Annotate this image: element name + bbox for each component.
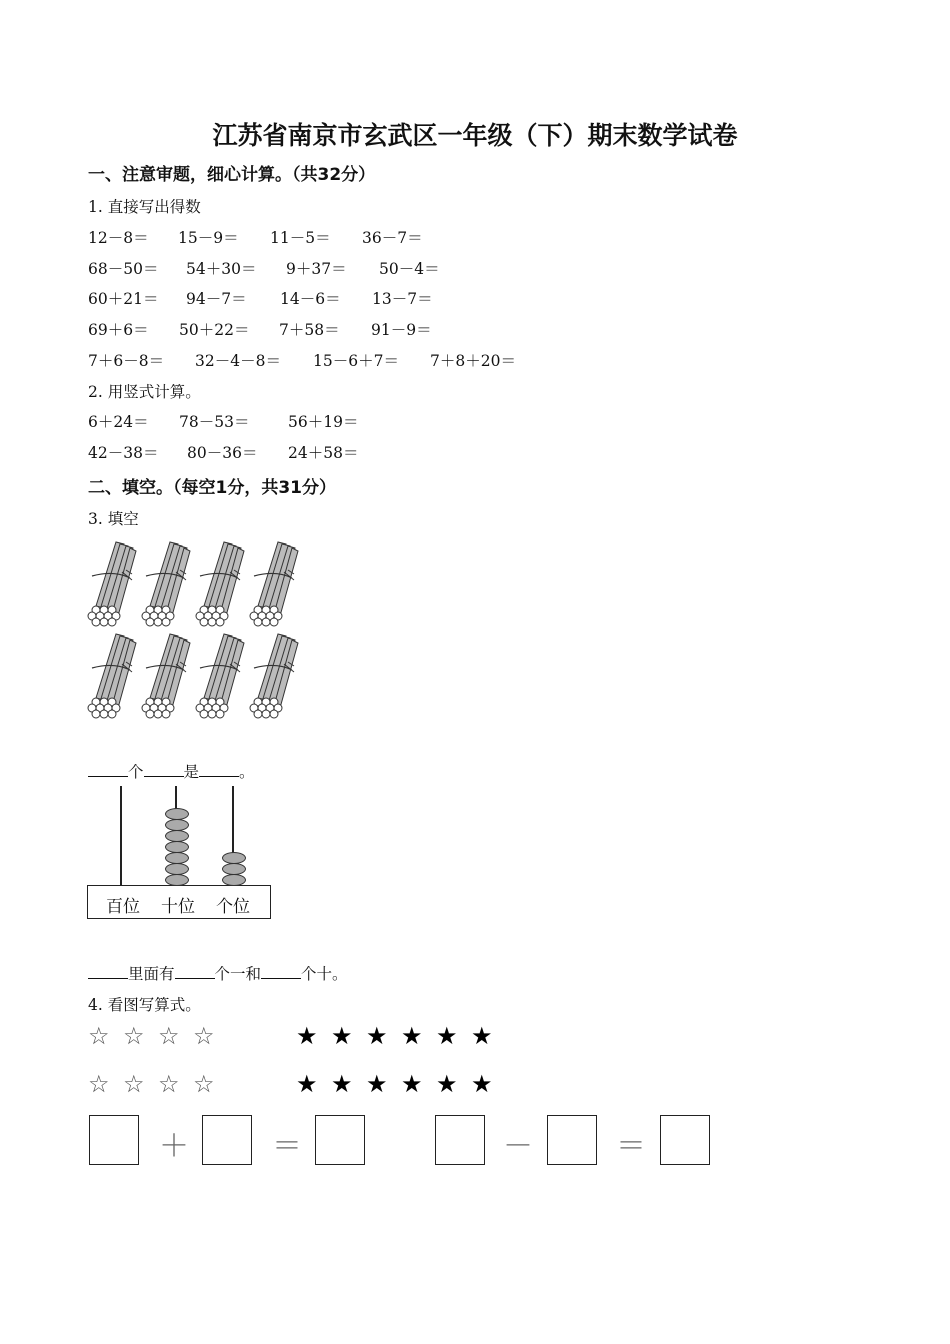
equation: 11－5＝ bbox=[270, 229, 331, 247]
equation: 50＋22＝ bbox=[179, 321, 250, 339]
abacus-bead bbox=[165, 852, 189, 864]
q1-row bbox=[88, 257, 440, 279]
equation: 78－53＝ bbox=[179, 413, 250, 431]
answer-box[interactable] bbox=[202, 1115, 252, 1165]
answer-box[interactable] bbox=[660, 1115, 710, 1165]
abacus-bead bbox=[165, 863, 189, 875]
equation: 14－6＝ bbox=[280, 290, 341, 308]
white-star-icon: ☆ bbox=[88, 1070, 110, 1098]
black-star-icon: ★ bbox=[471, 1022, 493, 1050]
section-1-heading: 一、注意审题，细心计算。（共32分） bbox=[88, 165, 376, 185]
white-star-icon: ☆ bbox=[123, 1070, 145, 1098]
equation: 68－50＝ bbox=[88, 260, 159, 278]
answer-blank[interactable] bbox=[199, 762, 239, 777]
plus-sign: ＋ bbox=[159, 1129, 189, 1164]
q1-row bbox=[88, 287, 433, 309]
equation: 9＋37＝ bbox=[286, 260, 347, 278]
abacus-bead bbox=[222, 874, 246, 886]
black-star-icon: ★ bbox=[436, 1022, 458, 1050]
q3-fill-line-2: 里面有 个一和 个十。 bbox=[88, 962, 348, 984]
section-2-heading: 二、填空。（每空1分，共31分） bbox=[88, 478, 336, 498]
abacus-bead bbox=[165, 830, 189, 842]
equation: 42－38＝ bbox=[88, 444, 159, 462]
equation: 32－4－8＝ bbox=[195, 352, 281, 370]
abacus-bead bbox=[165, 808, 189, 820]
black-star-icon: ★ bbox=[401, 1022, 423, 1050]
abacus-bead bbox=[165, 819, 189, 831]
abacus-rod-hundreds bbox=[120, 786, 122, 886]
equation: 94－7＝ bbox=[186, 290, 247, 308]
answer-box[interactable] bbox=[89, 1115, 139, 1165]
q3-fill-line-1: 个 是 。 bbox=[88, 760, 255, 782]
white-star-icon: ☆ bbox=[193, 1022, 215, 1050]
equation: 6＋24＝ bbox=[88, 413, 149, 431]
black-star-icon: ★ bbox=[436, 1070, 458, 1098]
abacus-bead bbox=[222, 852, 246, 864]
equation: 7＋6－8＝ bbox=[88, 352, 165, 370]
equals-sign: ＝ bbox=[616, 1129, 646, 1164]
equation: 60＋21＝ bbox=[88, 290, 159, 308]
minus-sign: － bbox=[503, 1129, 533, 1164]
answer-box[interactable] bbox=[315, 1115, 365, 1165]
black-star-icon: ★ bbox=[331, 1022, 353, 1050]
answer-box[interactable] bbox=[435, 1115, 485, 1165]
q2-row bbox=[88, 410, 358, 432]
equation: 54＋30＝ bbox=[186, 260, 257, 278]
equation: 50－4＝ bbox=[379, 260, 440, 278]
equation: 7＋8＋20＝ bbox=[430, 352, 516, 370]
answer-blank[interactable] bbox=[175, 964, 215, 979]
black-star-icon: ★ bbox=[296, 1070, 318, 1098]
equation: 36－7＝ bbox=[362, 229, 423, 247]
abacus-bead bbox=[222, 863, 246, 875]
black-star-icon: ★ bbox=[401, 1070, 423, 1098]
label-ones: 个位 bbox=[216, 897, 250, 917]
white-star-icon: ☆ bbox=[193, 1070, 215, 1098]
label-tens: 十位 bbox=[161, 897, 195, 917]
question-4-label: 4. 看图写算式。 bbox=[88, 996, 201, 1014]
white-star-icon: ☆ bbox=[88, 1022, 110, 1050]
equation: 12－8＝ bbox=[88, 229, 149, 247]
black-star-icon: ★ bbox=[471, 1070, 493, 1098]
white-star-icon: ☆ bbox=[158, 1022, 180, 1050]
answer-blank[interactable] bbox=[144, 762, 184, 777]
abacus-bead bbox=[165, 841, 189, 853]
black-star-icon: ★ bbox=[331, 1070, 353, 1098]
equation: 24＋58＝ bbox=[288, 444, 359, 462]
equation: 15－6＋7＝ bbox=[313, 352, 399, 370]
white-star-icon: ☆ bbox=[158, 1070, 180, 1098]
equation: 80－36＝ bbox=[187, 444, 258, 462]
equation: 13－7＝ bbox=[372, 290, 433, 308]
equation: 15－9＝ bbox=[178, 229, 239, 247]
black-star-icon: ★ bbox=[366, 1022, 388, 1050]
answer-blank[interactable] bbox=[88, 964, 128, 979]
q1-row bbox=[88, 349, 516, 371]
page-title: 江苏省南京市玄武区一年级（下）期末数学试卷 bbox=[212, 121, 738, 150]
question-2-label: 2. 用竖式计算。 bbox=[88, 383, 201, 401]
equation: 56＋19＝ bbox=[288, 413, 359, 431]
question-1-label: 1. 直接写出得数 bbox=[88, 198, 201, 216]
stick-bundles-illustration bbox=[84, 536, 304, 720]
answer-blank[interactable] bbox=[88, 762, 128, 777]
q1-row bbox=[88, 226, 423, 248]
black-star-icon: ★ bbox=[366, 1070, 388, 1098]
equation: 91－9＝ bbox=[371, 321, 432, 339]
equation: 7＋58＝ bbox=[279, 321, 340, 339]
answer-blank[interactable] bbox=[261, 964, 301, 979]
answer-box[interactable] bbox=[547, 1115, 597, 1165]
abacus-bead bbox=[165, 874, 189, 886]
label-hundreds: 百位 bbox=[106, 897, 140, 917]
equation: 69＋6＝ bbox=[88, 321, 149, 339]
question-3-label: 3. 填空 bbox=[88, 510, 139, 528]
equals-sign: ＝ bbox=[272, 1129, 302, 1164]
q1-row bbox=[88, 318, 432, 340]
black-star-icon: ★ bbox=[296, 1022, 318, 1050]
q2-row bbox=[88, 441, 358, 463]
white-star-icon: ☆ bbox=[123, 1022, 145, 1050]
